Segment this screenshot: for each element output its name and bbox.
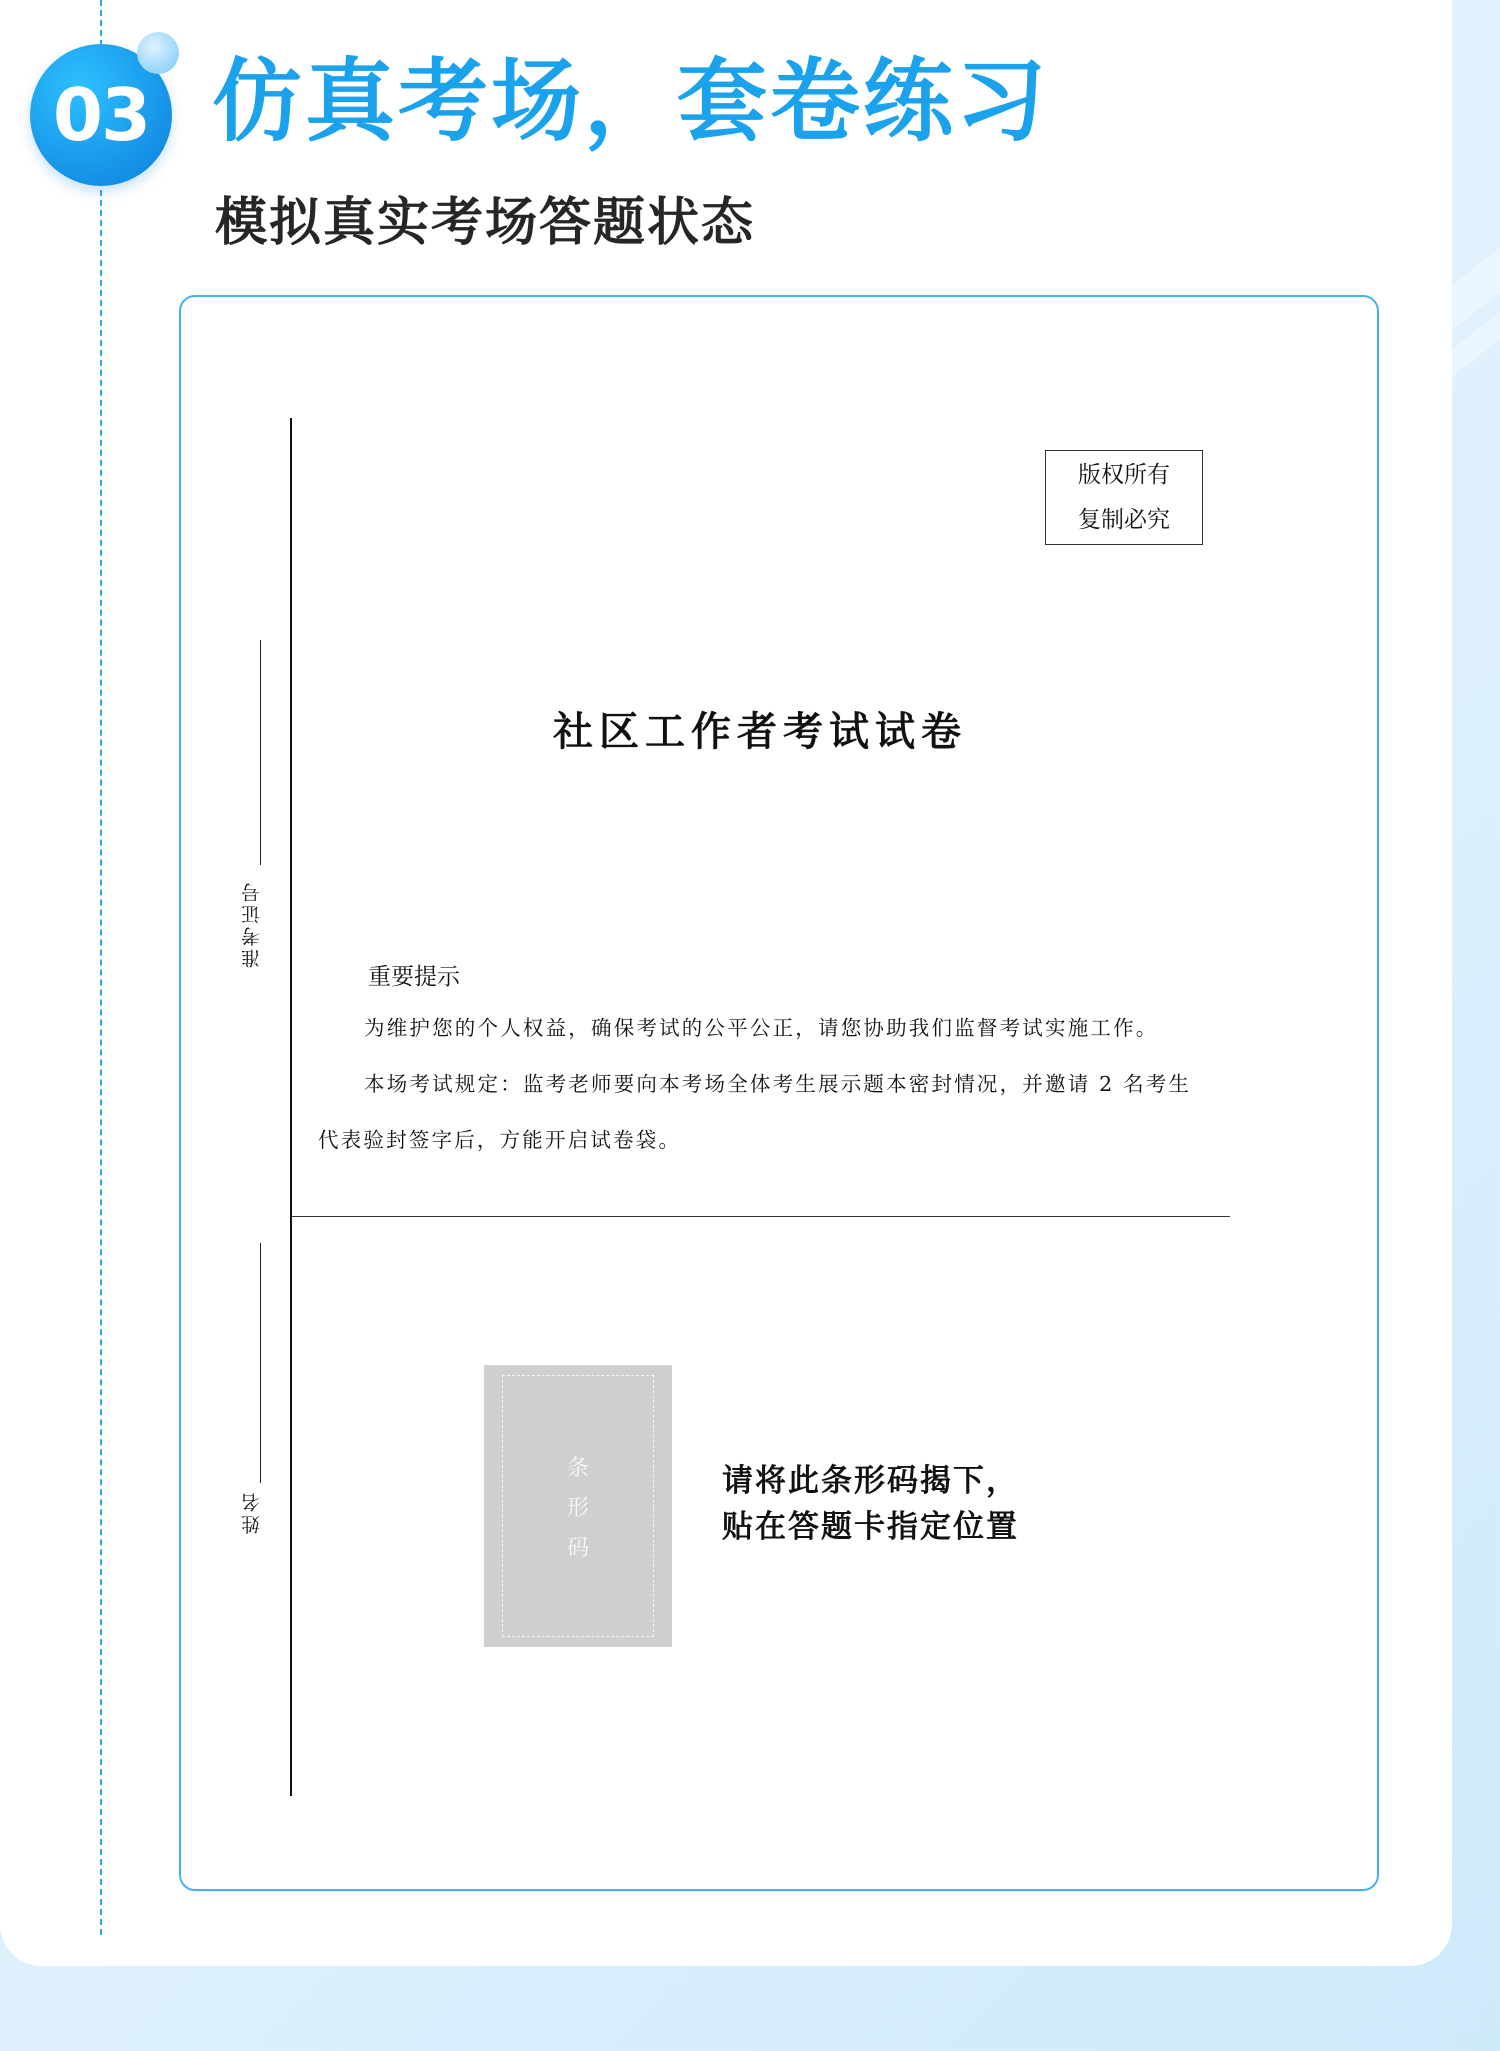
name-label: 姓名 [241, 1490, 263, 1534]
barcode-label-char: 码 [566, 1536, 589, 1561]
notice-heading: 重要提示 [368, 964, 460, 990]
section-number: 03 [52, 73, 150, 157]
barcode-instruction [722, 1458, 1019, 1550]
section-title: 仿真考场，套卷练习 [212, 49, 1049, 154]
barcode-instruction-line-2: 贴在答题卡指定位置 [722, 1509, 1019, 1545]
exam-title: 社区工作者考试试卷 [553, 709, 967, 755]
barcode-label-char: 形 [566, 1496, 589, 1521]
barcode-placeholder [484, 1365, 672, 1647]
barcode-instruction-line-1: 请将此条形码揭下， [722, 1463, 1019, 1499]
section-subtitle: 模拟真实考场答题状态 [215, 193, 756, 253]
barcode-label [484, 1449, 672, 1569]
binding-line [290, 418, 292, 1796]
barcode-label-char: 条 [566, 1456, 589, 1481]
name-blank [260, 1243, 261, 1483]
section-divider [292, 1216, 1230, 1217]
notice-paragraph: 为维护您的个人权益，确保考试的公平公正，请您协助我们监督考试实施工作。 [364, 1016, 1159, 1040]
copyright-line-1: 版权所有 [1078, 461, 1170, 488]
copyright-line-2: 复制必究 [1078, 506, 1170, 533]
bubble-decoration [137, 32, 179, 74]
notice-paragraph: 本场考试规定：监考老师要向本考场全体考生展示题本密封情况，并邀请 2 名考生代表验封签字后，方能开启试卷袋。 [318, 1072, 1192, 1152]
dashed-guide-line [100, 0, 102, 1935]
admission-number-label: 准考证号 [241, 880, 263, 968]
copyright-box [1045, 450, 1203, 545]
